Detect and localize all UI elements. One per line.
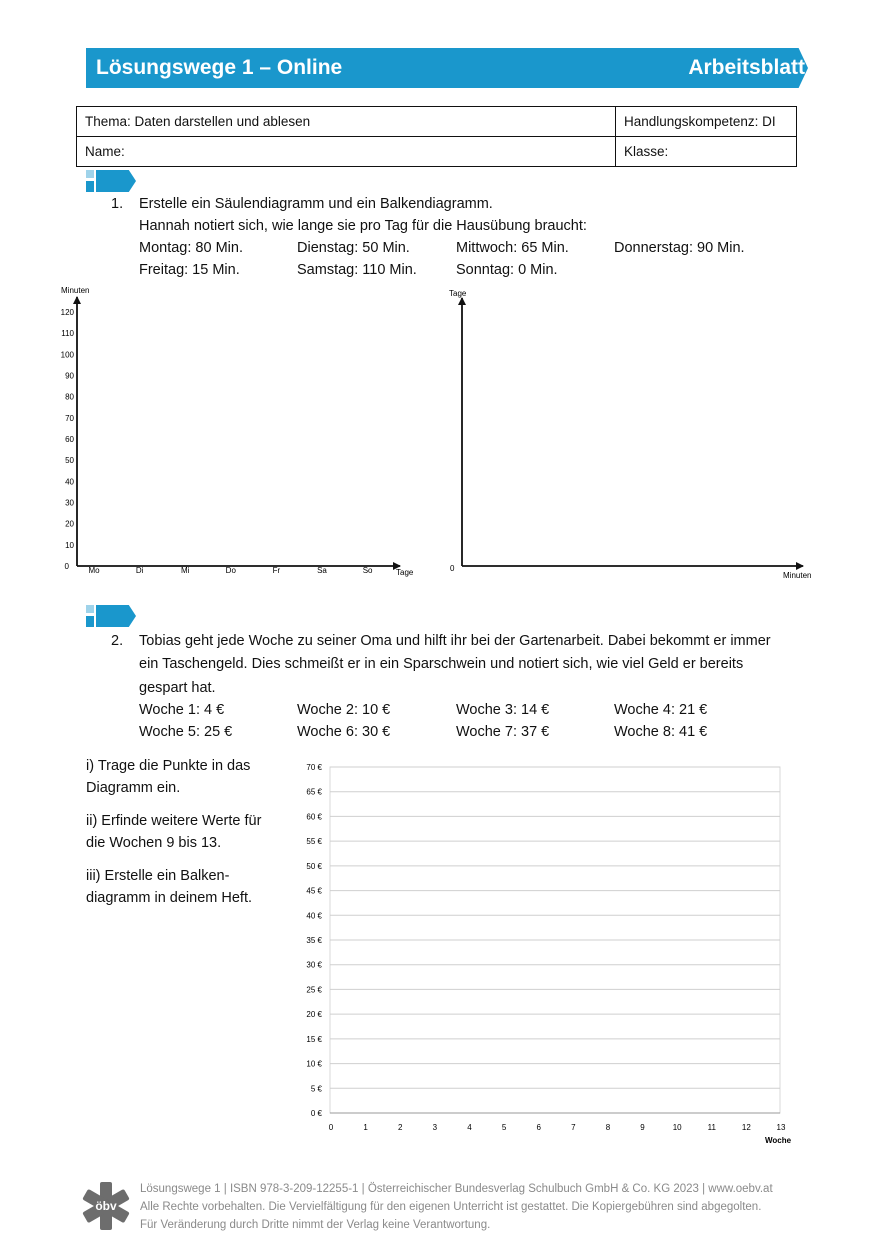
y-tick-label: 15 €: [306, 1034, 322, 1044]
logo-text: öbv: [95, 1199, 117, 1213]
x-tick-label: 7: [571, 1123, 576, 1132]
y-tick-label: 5 €: [310, 1084, 322, 1094]
y-tick-label: 70: [65, 413, 74, 423]
y-tick-label: 20 €: [306, 1010, 322, 1020]
task2-item: Woche 8: 41 €: [614, 724, 708, 740]
task1-number: 1.: [111, 196, 124, 212]
task2-text-line: ein Taschengeld. Dies schmeißt er in ein Sparschwein und notiert sich, wie viel Geld er bereits: [139, 656, 744, 672]
origin-label: 0: [450, 564, 455, 573]
x-tick-label: Sa: [317, 566, 327, 575]
subtask-ii-line: ii) Erfinde weitere Werte für: [86, 813, 262, 829]
task1-item: Sonntag: 0 Min.: [456, 262, 558, 278]
task2-text-line: gespart hat.: [139, 680, 216, 696]
x-tick-label: 9: [640, 1123, 645, 1132]
y-tick-label: 40 €: [306, 911, 322, 921]
y-tick-label: 50 €: [306, 861, 322, 871]
x-axis-label: Minuten: [783, 571, 812, 580]
x-tick-label: 3: [432, 1123, 438, 1132]
y-tick-label: 60 €: [306, 812, 322, 822]
topic-cell: Thema: Daten darstellen und ablesen: [77, 107, 616, 137]
x-tick-label: 4: [467, 1123, 472, 1132]
task2-item: Woche 6: 30 €: [297, 724, 391, 740]
section-marker-2: [86, 605, 138, 627]
x-tick-label: Do: [225, 566, 236, 575]
y-tick-label: 65 €: [306, 787, 322, 797]
subtask-iii-line: iii) Erstelle ein Balken-: [86, 868, 230, 884]
task2-item: Woche 2: 10 €: [297, 702, 391, 718]
x-tick-label: 0: [328, 1123, 334, 1132]
y-tick-label: 50: [65, 456, 74, 466]
worksheet-label: Arbeitsblatt: [688, 56, 805, 79]
section-marker-1: [86, 170, 138, 192]
savings-chart: [290, 755, 800, 1150]
task1-item: Montag: 80 Min.: [139, 240, 243, 256]
footer: [140, 1180, 773, 1234]
task1-heading: Erstelle ein Säulendiagramm und ein Balkendiagramm.: [139, 196, 493, 212]
y-axis-label: Minuten: [61, 286, 90, 295]
x-tick-label: Di: [135, 566, 144, 575]
page-title: Lösungswege 1 – Online: [96, 56, 343, 79]
y-tick-label: 25 €: [306, 985, 322, 995]
subtask-iii-line: diagramm in deinem Heft.: [86, 890, 253, 906]
x-axis-label: Woche: [765, 1136, 792, 1145]
x-tick-label: 6: [536, 1123, 541, 1132]
y-tick-label: 110: [61, 329, 74, 339]
y-tick-label: 55 €: [306, 837, 322, 847]
task1-item: Mittwoch: 65 Min.: [456, 240, 569, 256]
y-tick-label: 30: [65, 498, 74, 508]
y-tick-label: 45 €: [306, 886, 322, 896]
footer-line: Alle Rechte vorbehalten. Die Vervielfältigung für den eigenen Unterricht ist gestattet. Die Kopiergebühren sind abgegolten.: [140, 1201, 762, 1213]
x-tick-label: 11: [707, 1123, 716, 1132]
task1-item: Donnerstag: 90 Min.: [614, 240, 745, 256]
task2-item: Woche 3: 14 €: [456, 702, 550, 718]
subtask-ii-line: die Wochen 9 bis 13.: [86, 835, 222, 851]
y-tick-label: 10: [65, 540, 74, 550]
task1-item: Freitag: 15 Min.: [139, 262, 240, 278]
competence-cell: Handlungskompetenz: DI: [616, 107, 797, 137]
x-tick-label: 12: [741, 1123, 751, 1132]
task2-item: Woche 4: 21 €: [614, 702, 708, 718]
task1-intro: Hannah notiert sich, wie lange sie pro Tag für die Hausübung braucht:: [139, 218, 587, 234]
y-tick-label: 100: [60, 350, 74, 360]
x-axis-label: Tage: [396, 568, 414, 577]
y-axis-label: Tage: [449, 289, 467, 298]
y-tick-label: 10 €: [306, 1059, 322, 1069]
y-tick-label: 90: [65, 371, 74, 381]
subtask-i-line: Diagramm ein.: [86, 780, 181, 796]
task2-item: Woche 5: 25 €: [139, 724, 233, 740]
task2-text-line: Tobias geht jede Woche zu seiner Oma und hilft ihr bei der Gartenarbeit. Dabei bekommt er immer: [139, 633, 771, 649]
task2-item: Woche 7: 37 €: [456, 724, 550, 740]
x-tick-label: 13: [776, 1123, 786, 1132]
y-tick-label: 0: [64, 562, 69, 571]
class-field[interactable]: Klasse:: [616, 137, 797, 167]
footer-line: Für Veränderung durch Dritte nimmt der Verlag keine Verantwortung.: [140, 1219, 491, 1231]
y-tick-label: 0 €: [310, 1109, 322, 1118]
y-tick-label: 30 €: [306, 960, 322, 970]
info-table: [76, 106, 797, 167]
task2-number: 2.: [111, 633, 124, 649]
x-tick-label: 5: [501, 1123, 507, 1132]
y-tick-label: 35 €: [306, 936, 322, 945]
task1-item: Samstag: 110 Min.: [297, 262, 417, 278]
y-tick-label: 40: [65, 477, 74, 487]
y-tick-label: 80: [65, 392, 74, 402]
x-tick-label: Mo: [88, 566, 100, 575]
bar-chart-axes: [440, 280, 820, 590]
y-tick-label: 20: [65, 519, 74, 529]
y-tick-label: 120: [60, 308, 74, 317]
oebv-logo: [80, 1180, 132, 1232]
name-field[interactable]: Name:: [77, 137, 616, 167]
x-tick-label: 2: [398, 1123, 403, 1132]
x-tick-label: 1: [363, 1123, 368, 1132]
task2-item: Woche 1: 4 €: [139, 702, 225, 718]
subtask-i-line: i) Trage die Punkte in das: [86, 758, 251, 774]
task1-item: Dienstag: 50 Min.: [297, 240, 410, 256]
y-tick-label: 60: [65, 435, 74, 444]
x-tick-label: 10: [672, 1123, 682, 1132]
y-tick-label: 70 €: [306, 763, 322, 772]
x-tick-label: 8: [605, 1123, 611, 1132]
x-tick-label: Mi: [180, 566, 190, 575]
footer-line: Lösungswege 1 | ISBN 978-3-209-12255-1 | Österreichischer Bundesverlag Schulbuch GmbH & Co. KG 2023 | www.oebv.at: [140, 1183, 773, 1195]
column-chart-axes: [0, 280, 445, 590]
x-tick-label: So: [362, 566, 373, 575]
x-tick-label: Fr: [272, 566, 281, 575]
